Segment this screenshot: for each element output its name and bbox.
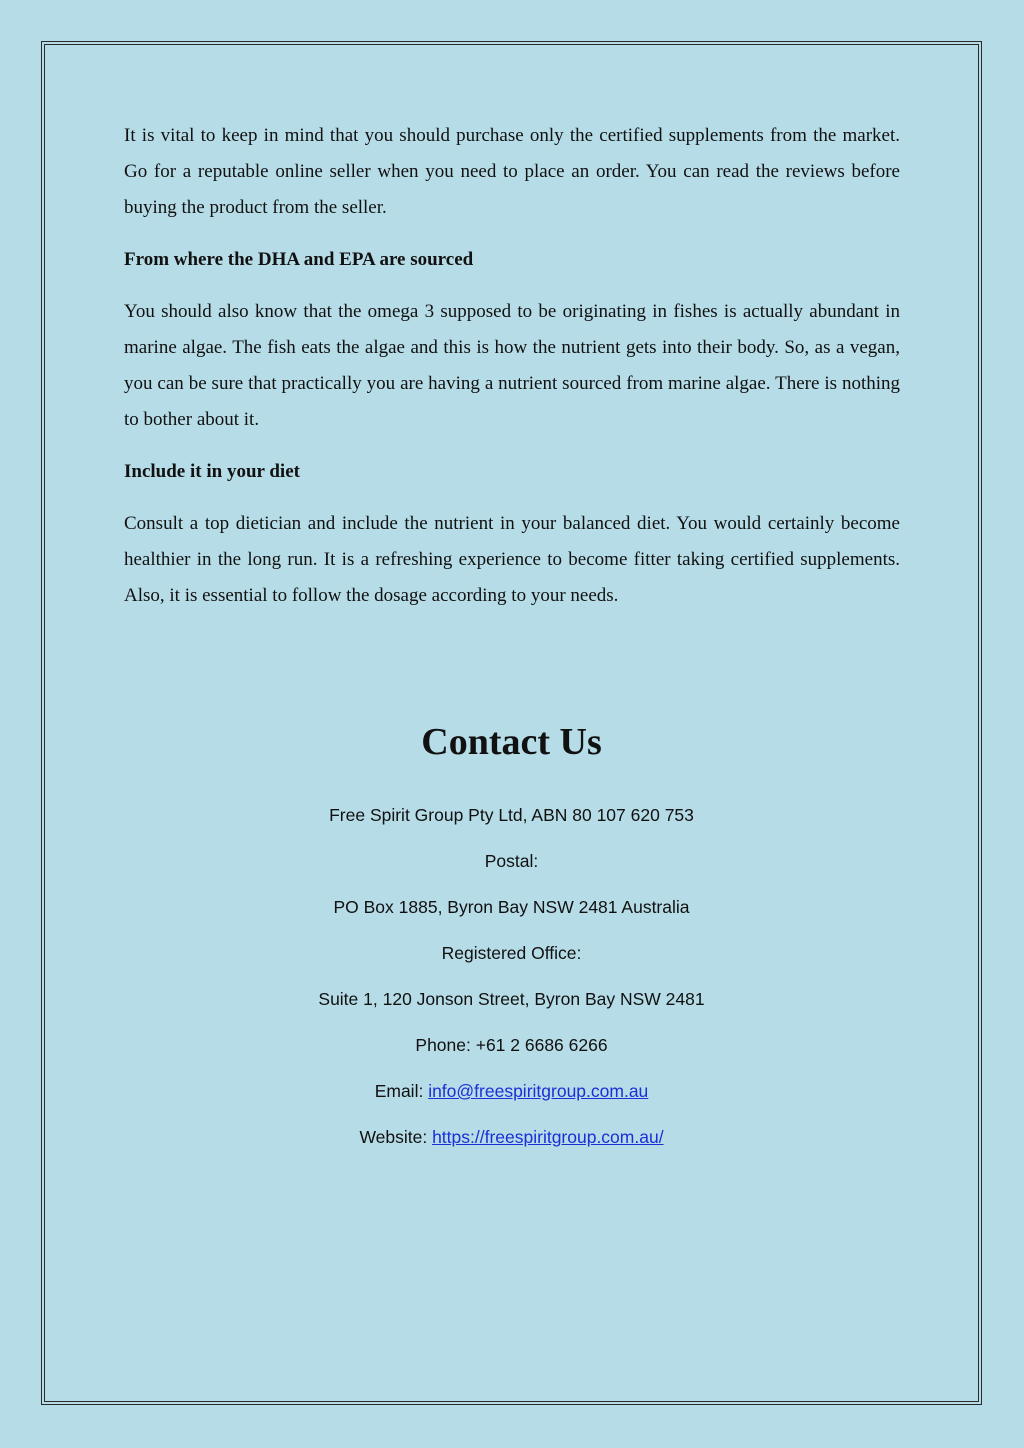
paragraph-certified-supplements: It is vital to keep in mind that you should purchase only the certified supplements from the market. Go for a reputable online seller when you need to place an order. You can read the reviews before buying the product from the seller.	[124, 125, 900, 218]
office-address: Suite 1, 120 Jonson Street, Byron Bay NSW 2481	[318, 989, 705, 1009]
contact-section	[44, 716, 979, 1172]
phone-number: Phone: +61 2 6686 6266	[415, 1035, 608, 1055]
heading-include-in-diet: Include it in your diet	[124, 461, 300, 482]
email-label: Email:	[374, 1081, 429, 1101]
website-row	[44, 1126, 979, 1148]
article-body	[124, 118, 900, 614]
paragraph-dietician: Consult a top dietician and include the nutrient in your balanced diet. You would certainly become healthier in the long run. It is a refreshing experience to become fitter taking certified supplements. Also, it is essential to follow the dosage according to your needs.	[124, 513, 900, 606]
email-link[interactable]: info@freespiritgroup.com.au	[428, 1081, 649, 1101]
paragraph-marine-algae: You should also know that the omega 3 supposed to be originating in fishes is actually abundant in marine algae. The fish eats the algae and this is how the nutrient gets into their body. So, as a vegan, you can be sure that practically you are having a nutrient sourced from marine algae. There is nothing to bother about it.	[124, 301, 900, 430]
website-label: Website:	[359, 1127, 433, 1147]
office-label: Registered Office:	[441, 943, 582, 963]
heading-dha-epa-source: From where the DHA and EPA are sourced	[124, 249, 474, 270]
website-link[interactable]: https://freespiritgroup.com.au/	[432, 1127, 664, 1147]
email-row	[44, 1080, 979, 1102]
contact-title: Contact Us	[421, 721, 602, 763]
company-name: Free Spirit Group Pty Ltd, ABN 80 107 620 753	[329, 805, 694, 825]
postal-address: PO Box 1885, Byron Bay NSW 2481 Australia	[333, 897, 690, 917]
postal-label: Postal:	[484, 851, 539, 871]
